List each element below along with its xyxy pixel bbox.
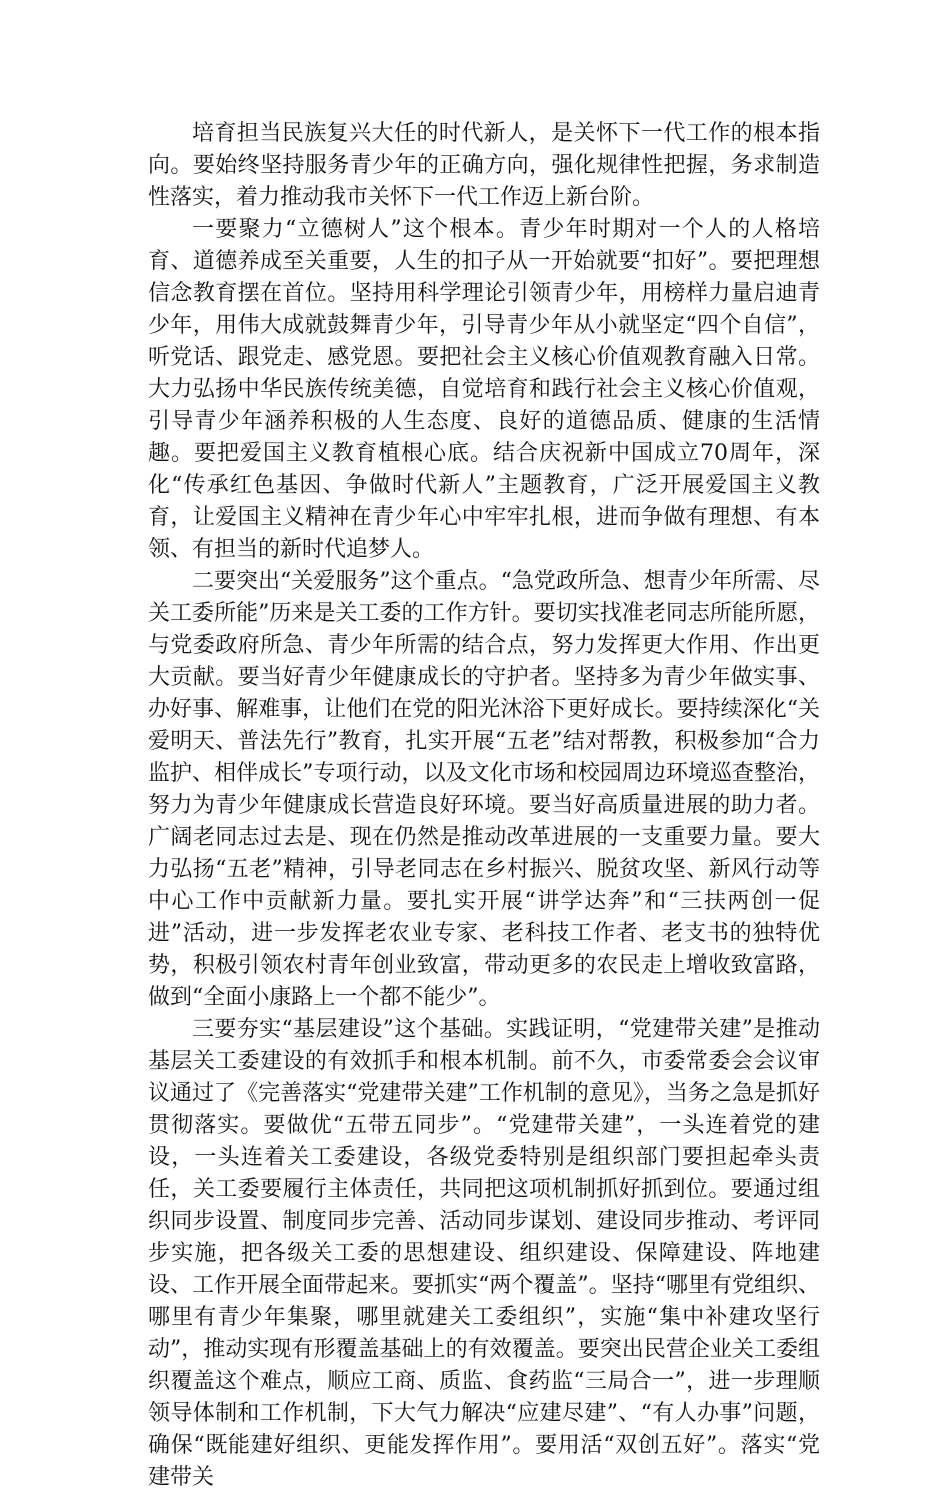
paragraph-moral-education: 一要聚力“立德树人”这个根本。青少年时期对一个人的人格培育、道德养成至关重要，人生的扣子从一开始就要“扣好”。要把理想信念教育摆在首位。坚持用科学理论引领青少年，用榜样力量启迪青少年，用伟大成就鼓舞青少年，引导青少年从小就坚定“四个自信”，听党话、跟党走、感党恩。要把社会主义核心价值观教育融入日常。大力弘扬中华民族传统美德，自觉培育和践行社会主义核心价值观，引导青少年涵养积极的人生态度、良好的道德品质、健康的生活情趣。要把爱国主义教育植根心底。结合庆祝新中国成立70周年，深化“传承红色基因、争做时代新人”主题教育，广泛开展爱国主义教育，让爱国主义精神在青少年心中牢牢扎根，进而争做有理想、有本领、有担当的新时代追梦人。: [148, 217, 820, 562]
paragraph-intro: 培育担当民族复兴大任的时代新人，是关怀下一代工作的根本指向。要始终坚持服务青少年的正确方向，强化规律性把握，务求制造性落实，着力推动我市关怀下一代工作迈上新台阶。: [148, 121, 820, 210]
paragraph-care-service: 二要突出“关爱服务”这个重点。“急党政所急、想青少年所需、尽关工委所能”历来是关工委的工作方针。要切实找准老同志所能所愿，与党委政府所急、青少年所需的结合点，努力发挥更大作用、作出更大贡献。要当好青少年健康成长的守护者。坚持多为青少年做实事、办好事、解难事，让他们在党的阳光沐浴下更好成长。要持续深化“关爱明天、普法先行”教育，扎实开展“五老”结对帮教，积极参加“合力监护、相伴成长”专项行动，以及文化市场和校园周边环境巡查整治，努力为青少年健康成长营造良好环境。要当好高质量进展的助力者。广阔老同志过去是、现在仍然是推动改革进展的一支重要力量。要大力弘扬“五老”精神，引导老同志在乡村振兴、脱贫攻坚、新风行动等中心工作中贡献新力量。要扎实开展“讲学达奔”和“三扶两创一促进”活动，进一步发挥老农业专家、老科技工作者、老支书的独特优势，积极引领农村青年创业致富，带动更多的农民走上增收致富路，做到“全面小康路上一个都不能少”。: [148, 569, 820, 1010]
document-page: [148, 118, 820, 1494]
paragraph-grassroots-building: 三要夯实“基层建设”这个基础。实践证明，“党建带关建”是推动基层关工委建设的有效抓手和根本机制。前不久，市委常委会会议审议通过了《完善落实“党建带关建”工作机制的意见》，当务之急是抓好贯彻落实。要做优“五带五同步”。“党建带关建”，一头连着党的建设，一头连着关工委建设，各级党委特别是组织部门要担起牵头责任，关工委要履行主体责任，共同把这项机制抓好抓到位。要通过组织同步设置、制度同步完善、活动同步谋划、建设同步推动、考评同步实施，把各级关工委的思想建设、组织建设、保障建设、阵地建设、工作开展全面带起来。要抓实“两个覆盖”。坚持“哪里有党组织、哪里有青少年集聚，哪里就建关工委组织”，实施“集中补建攻坚行动”，推动实现有形覆盖基础上的有效覆盖。要突出民营企业关工委组织覆盖这个难点，顺应工商、质监、食药监“三局合一”，进一步理顺领导体制和工作机制，下大气力解决“应建尽建”、“有人办事”问题，确保“既能建好组织、更能发挥作用”。要用活“双创五好”。落实“党建带关: [148, 1017, 820, 1490]
